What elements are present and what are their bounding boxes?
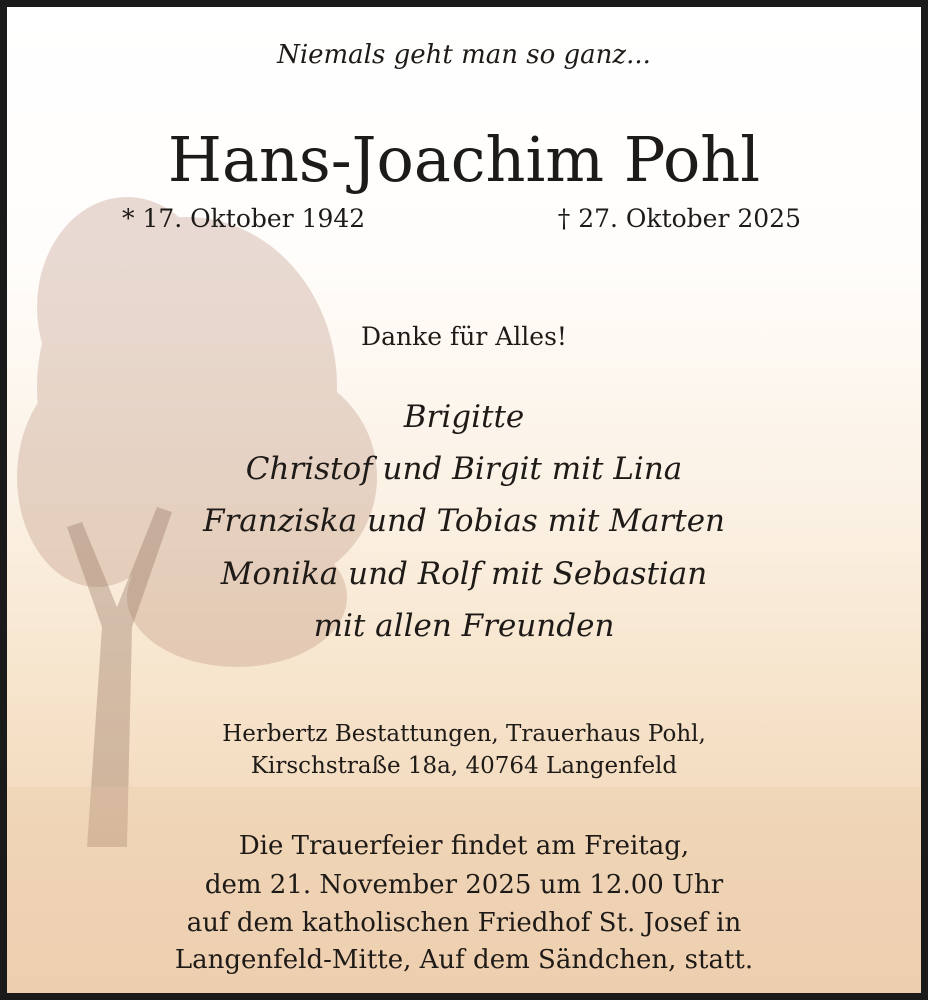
motto: Niemals geht man so ganz... — [277, 40, 651, 70]
address-line: Herbertz Bestattungen, Trauerhaus Pohl, — [222, 721, 706, 747]
address-line: Kirschstraße 18a, 40764 Langenfeld — [250, 753, 678, 779]
ceremony-line: Die Trauerfeier findet am Freitag, — [238, 831, 690, 861]
mourner-line: Brigitte — [403, 399, 525, 435]
mourner-line: Franziska und Tobias mit Marten — [202, 503, 726, 539]
death-date: † 27. Oktober 2025 — [557, 204, 801, 233]
mourner-line: mit allen Freunden — [313, 608, 615, 644]
ceremony-line: auf dem katholischen Friedhof St. Josef in — [186, 908, 742, 938]
ceremony-line: dem 21. November 2025 um 12.00 Uhr — [204, 870, 724, 900]
mourner-line: Christof und Birgit mit Lina — [245, 451, 683, 487]
deceased-name: Hans-Joachim Pohl — [167, 123, 761, 196]
thanks-text: Danke für Alles! — [361, 322, 567, 351]
mourner-line: Monika und Rolf mit Sebastian — [220, 556, 708, 592]
ceremony-line: Langenfeld-Mitte, Auf dem Sändchen, statt. — [174, 945, 754, 975]
birth-date: * 17. Oktober 1942 — [122, 204, 366, 233]
